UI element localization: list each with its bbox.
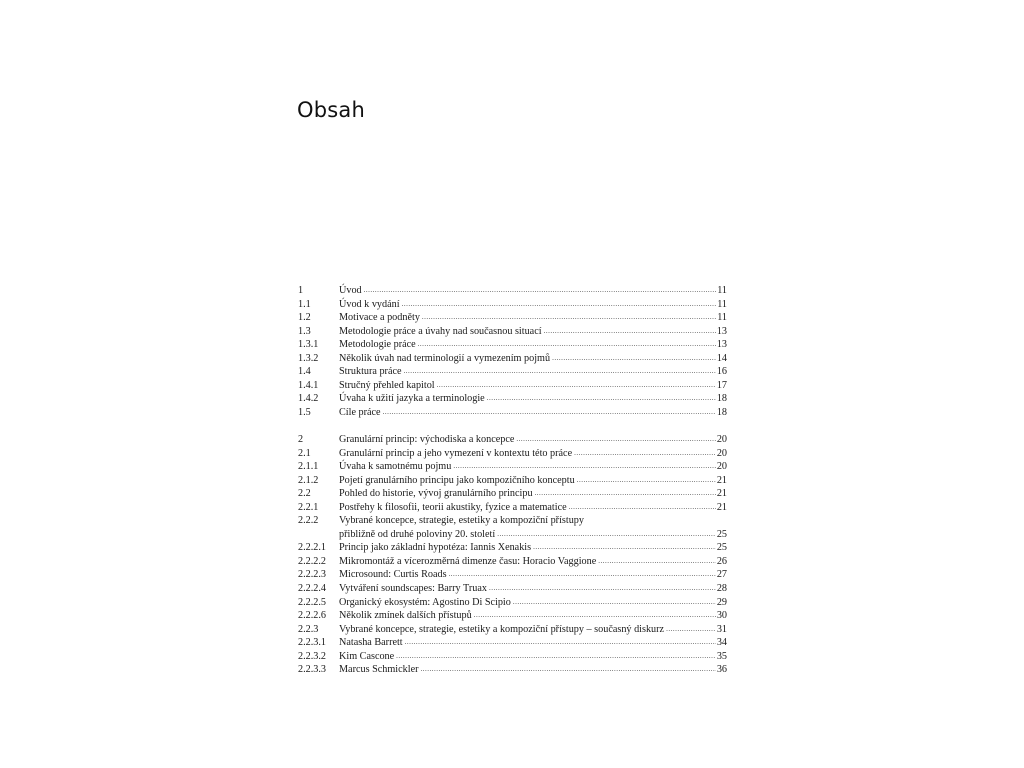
toc-entry-page: 25 <box>716 542 727 554</box>
toc-entry-number: 2.1.2 <box>298 474 319 486</box>
toc-dot-leader <box>552 352 716 366</box>
toc-entry-number: 1.4.1 <box>298 379 319 391</box>
toc-entry-number: 2.2.3.3 <box>298 664 327 676</box>
toc-entry-number: 2.2.2.1 <box>298 542 327 554</box>
toc-entry-title: Úvaha k užití jazyka a terminologie <box>339 393 485 405</box>
toc-entry-title: Organický ekosystém: Agostino Di Scipio <box>339 596 511 608</box>
toc-entry-number: 1 <box>298 285 304 296</box>
toc-entry-title: Microsound: Curtis Roads <box>339 569 447 581</box>
toc-entry-page: 30 <box>716 610 727 622</box>
toc-entry-page: 20 <box>716 461 727 473</box>
toc-entry-number: 2.2.3.2 <box>298 650 327 662</box>
toc-entry-page: 36 <box>716 664 727 676</box>
toc-entry-page: 18 <box>716 393 727 405</box>
toc-entry <box>298 392 727 406</box>
toc-entry <box>298 284 727 298</box>
toc-dot-leader <box>474 609 716 623</box>
toc-entry-number: 2.2.2 <box>298 515 319 527</box>
toc-entry <box>298 609 727 623</box>
toc-entry-title: Metodologie práce a úvahy nad současnou situací <box>339 325 542 337</box>
toc-entry <box>298 582 727 596</box>
toc-entry-title: Granulární princip a jeho vymezení v kontextu této práce <box>339 447 573 459</box>
toc-dot-leader <box>516 433 715 447</box>
toc-entry-number: 1.2 <box>298 312 311 324</box>
toc-entry <box>298 541 727 555</box>
toc-dot-leader <box>544 325 716 339</box>
toc-entry-number: 2.2.2.5 <box>298 596 327 608</box>
toc-entry-page: 29 <box>716 596 727 608</box>
toc-entry <box>298 325 727 339</box>
toc-dot-leader <box>449 568 716 582</box>
toc-entry-title: Několik zmínek dalších přístupů <box>339 610 472 622</box>
toc-entry-number: 2.2.2.3 <box>298 569 327 581</box>
toc-dot-leader <box>418 338 716 352</box>
toc-entry-line-2 <box>298 528 727 542</box>
toc-entry-number: 2.2.1 <box>298 501 319 513</box>
toc-entry-number: 1.3 <box>298 325 311 337</box>
toc-group-chapter-2 <box>298 433 727 677</box>
toc-entry-number: 2.1.1 <box>298 461 319 473</box>
toc-entry-number: 2.2.2.2 <box>298 555 327 567</box>
toc-entry <box>298 406 727 420</box>
toc-entry <box>298 501 727 515</box>
toc-entry-page: 13 <box>716 339 727 351</box>
toc-dot-leader <box>533 541 716 555</box>
toc-entry-page: 17 <box>716 379 727 391</box>
toc-entry-title: Cíle práce <box>339 406 381 418</box>
toc-entry <box>298 623 727 637</box>
toc-entry-title: Metodologie práce <box>339 339 416 351</box>
toc-group-chapter-1 <box>298 284 727 419</box>
toc-entry-title: Granulární princip: východiska a koncepce <box>339 433 515 445</box>
toc-entry-title: Úvaha k samotnému pojmu <box>339 461 452 473</box>
table-of-contents <box>298 284 727 677</box>
toc-entry-number: 1.1 <box>298 298 311 310</box>
toc-entry-number: 2.2.2.4 <box>298 582 327 594</box>
toc-entry-page: 21 <box>716 501 727 513</box>
toc-entry-number: 1.4 <box>298 366 311 378</box>
toc-dot-leader <box>383 406 716 420</box>
toc-entry <box>298 555 727 569</box>
toc-entry <box>298 663 727 677</box>
toc-dot-leader <box>513 596 716 610</box>
toc-entry-title: Pojetí granulárního principu jako kompozičního konceptu <box>339 474 575 486</box>
toc-entry-title: Vybrané koncepce, strategie, estetiky a kompoziční přístupy – současný diskurz <box>339 623 665 635</box>
toc-dot-leader <box>666 623 716 637</box>
toc-dot-leader <box>569 501 716 515</box>
toc-entry-page: 31 <box>716 623 727 635</box>
toc-entry-title: Vytváření soundscapes: Barry Truax <box>339 582 487 594</box>
toc-entry-title: Struktura práce <box>339 366 402 378</box>
toc-entry-page: 25 <box>716 528 727 540</box>
toc-entry-title: Vybrané koncepce, strategie, estetiky a kompoziční přístupy <box>339 515 584 527</box>
toc-entry-multiline <box>298 514 727 541</box>
toc-entry-number: 2.2.3.1 <box>298 637 327 649</box>
toc-entry-number: 2.2.2.6 <box>298 610 327 622</box>
toc-entry-title: Natasha Barrett <box>339 637 403 649</box>
toc-dot-leader <box>364 284 717 298</box>
page-title: Obsah <box>297 98 365 122</box>
toc-entry-page: 11 <box>717 312 727 324</box>
toc-entry-number: 1.4.2 <box>298 393 319 405</box>
toc-entry <box>298 352 727 366</box>
toc-entry-page: 11 <box>717 285 727 296</box>
toc-entry <box>298 568 727 582</box>
toc-dot-leader <box>404 365 716 379</box>
toc-dot-leader <box>453 460 715 474</box>
toc-entry <box>298 447 727 461</box>
toc-dot-leader <box>535 487 716 501</box>
toc-entry <box>298 338 727 352</box>
toc-entry-line-1 <box>298 514 727 528</box>
toc-entry <box>298 636 727 650</box>
toc-entry-page: 34 <box>716 637 727 649</box>
toc-entry-number: 2.1 <box>298 447 311 459</box>
toc-dot-leader <box>489 582 716 596</box>
toc-entry <box>298 311 727 325</box>
toc-dot-leader <box>497 528 716 542</box>
toc-entry-title: Úvod <box>339 285 362 296</box>
toc-entry-title: Princip jako základní hypotéza: Iannis Xenakis <box>339 542 532 554</box>
toc-entry-number: 2 <box>298 433 304 445</box>
toc-entry-title: Mikromontáž a vícerozměrná dimenze času: Horacio Vaggione <box>339 555 597 567</box>
toc-entry-title: Postřehy k filosofii, teorii akustiky, fyzice a matematice <box>339 501 567 513</box>
toc-entry-page: 16 <box>716 366 727 378</box>
toc-entry-page: 35 <box>716 650 727 662</box>
toc-entry-title: Motivace a podněty <box>339 312 420 324</box>
toc-entry-number: 1.3.2 <box>298 352 319 364</box>
toc-entry-page: 27 <box>716 569 727 581</box>
toc-entry-page: 20 <box>716 447 727 459</box>
toc-entry <box>298 379 727 393</box>
toc-entry-number: 1.5 <box>298 406 311 418</box>
toc-entry <box>298 474 727 488</box>
toc-entry <box>298 460 727 474</box>
toc-dot-leader <box>577 474 716 488</box>
toc-dot-leader <box>396 650 716 664</box>
toc-entry-page: 26 <box>716 555 727 567</box>
toc-dot-leader <box>437 379 716 393</box>
toc-entry-title: Pohled do historie, vývoj granulárního principu <box>339 488 533 500</box>
toc-entry <box>298 596 727 610</box>
toc-dot-leader <box>598 555 716 569</box>
toc-entry <box>298 433 727 447</box>
toc-dot-leader <box>421 663 716 677</box>
toc-entry-title: Úvod k vydání <box>339 298 400 310</box>
toc-entry-page: 11 <box>717 298 727 310</box>
toc-entry <box>298 298 727 312</box>
toc-entry-page: 20 <box>716 433 727 445</box>
toc-entry-title: Kim Cascone <box>339 650 395 662</box>
toc-entry <box>298 365 727 379</box>
toc-entry-title: Několik úvah nad terminologií a vymezením pojmů <box>339 352 551 364</box>
toc-entry-page: 21 <box>716 474 727 486</box>
toc-entry-number: 2.2.3 <box>298 623 319 635</box>
toc-dot-leader <box>402 298 717 312</box>
toc-entry-title: Marcus Schmickler <box>339 664 419 676</box>
toc-dot-leader <box>405 636 716 650</box>
toc-entry-number: 1.3.1 <box>298 339 319 351</box>
toc-entry-page: 18 <box>716 406 727 418</box>
toc-entry <box>298 487 727 501</box>
toc-entry-number: 2.2 <box>298 488 311 500</box>
toc-entry-page: 28 <box>716 582 727 594</box>
toc-entry-page: 21 <box>716 488 727 500</box>
toc-entry <box>298 650 727 664</box>
toc-entry-page: 14 <box>716 352 727 364</box>
toc-dot-leader <box>422 311 716 325</box>
toc-entry-page: 13 <box>716 325 727 337</box>
toc-dot-leader <box>574 447 716 461</box>
toc-entry-title-continued: přibližně od druhé poloviny 20. století <box>339 528 496 540</box>
toc-entry-title: Stručný přehled kapitol <box>339 379 435 391</box>
toc-dot-leader <box>487 392 716 406</box>
